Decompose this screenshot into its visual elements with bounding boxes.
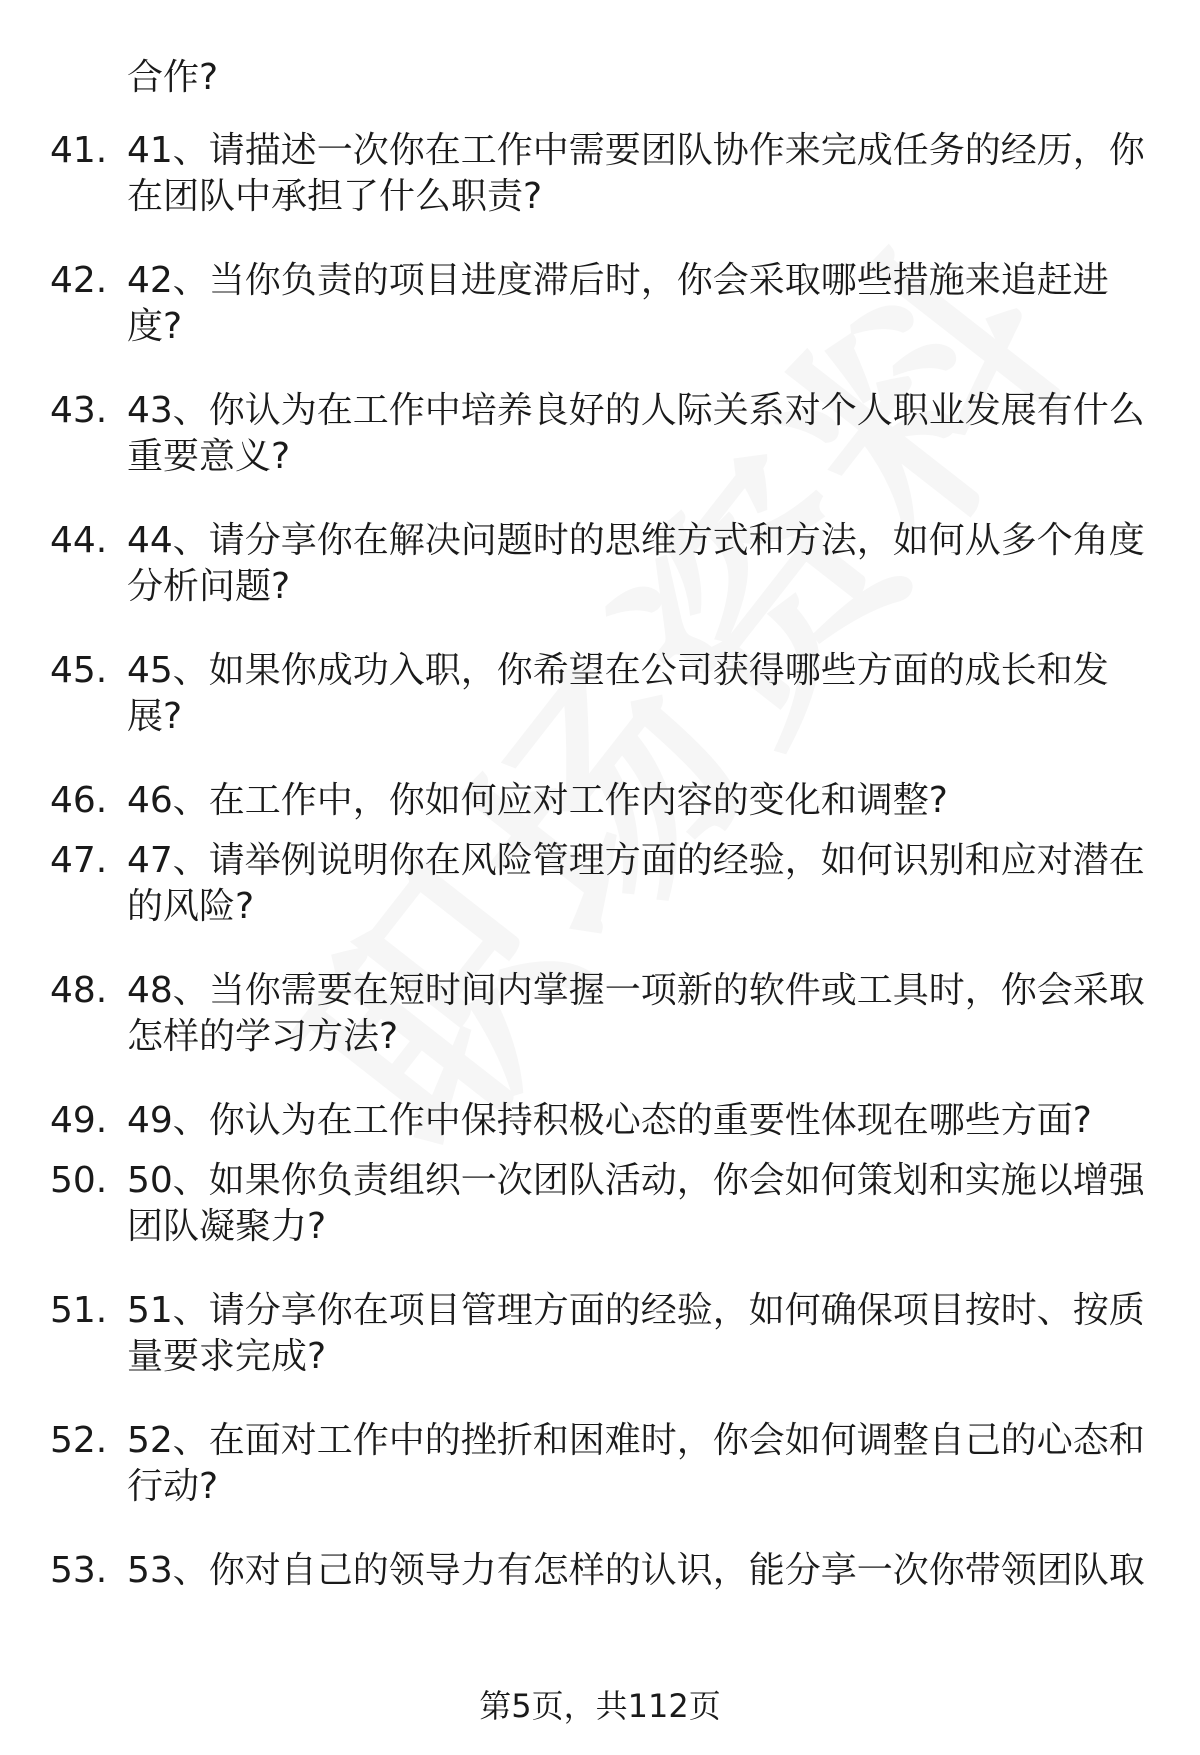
list-item-number: 46. xyxy=(50,780,108,821)
list-item-text: 46、在工作中，你如何应对工作内容的变化和调整? xyxy=(127,780,948,821)
list-item-text: 51、请分享你在项目管理方面的经验，如何确保项目按时、按质 xyxy=(127,1290,1145,1331)
page-footer: 第5页，共112页 xyxy=(479,1687,721,1725)
list-item-text: 行动? xyxy=(127,1466,219,1507)
list-item-text: 在团队中承担了什么职责? xyxy=(127,176,543,217)
list-item-number: 44. xyxy=(50,520,108,561)
list-item-text: 的风险? xyxy=(127,886,255,927)
item-text: 合作? xyxy=(127,57,219,98)
list-item-text: 43、你认为在工作中培养良好的人际关系对个人职业发展有什么 xyxy=(127,390,1145,431)
list-item-number: 49. xyxy=(50,1100,108,1141)
list-item-text: 度? xyxy=(127,306,183,347)
list-item-text: 49、你认为在工作中保持积极心态的重要性体现在哪些方面? xyxy=(127,1100,1092,1141)
list-item-text: 45、如果你成功入职，你希望在公司获得哪些方面的成长和发 xyxy=(127,650,1109,691)
list-item-text: 展? xyxy=(127,696,183,737)
list-item-number: 47. xyxy=(50,840,108,881)
list-item-number: 50. xyxy=(50,1160,108,1201)
list-item-number: 42. xyxy=(50,260,108,301)
list-item-number: 43. xyxy=(50,390,108,431)
list-item-text: 分析问题? xyxy=(127,566,291,607)
list-item-text: 47、请举例说明你在风险管理方面的经验，如何识别和应对潜在 xyxy=(127,840,1145,881)
list-item-text: 50、如果你负责组织一次团队活动，你会如何策划和实施以增强 xyxy=(127,1160,1145,1201)
list-item-text: 怎样的学习方法? xyxy=(127,1016,399,1057)
list-item-number: 45. xyxy=(50,650,108,691)
list-item-text: 团队凝聚力? xyxy=(127,1206,327,1247)
list-item-number: 51. xyxy=(50,1290,108,1331)
list-item-text: 41、请描述一次你在工作中需要团队协作来完成任务的经历，你 xyxy=(127,130,1145,171)
list-item-text: 42、当你负责的项目进度滞后时，你会采取哪些措施来追赶进 xyxy=(127,260,1109,301)
list-item-text: 53、你对自己的领导力有怎样的认识，能分享一次你带领团队取 xyxy=(127,1550,1145,1591)
list-item-text: 48、当你需要在短时间内掌握一项新的软件或工具时，你会采取 xyxy=(127,970,1145,1011)
list-item-number: 48. xyxy=(50,970,108,1011)
list-item-text: 44、请分享你在解决问题时的思维方式和方法，如何从多个角度 xyxy=(127,520,1145,561)
list-item-number: 53. xyxy=(50,1550,108,1591)
list-item-number: 41. xyxy=(50,130,108,171)
list-item-text: 52、在面对工作中的挫折和困难时，你会如何调整自己的心态和 xyxy=(127,1420,1145,1461)
list-item-number: 52. xyxy=(50,1420,108,1461)
list-item-text: 量要求完成? xyxy=(127,1336,327,1377)
list-item-text: 重要意义? xyxy=(127,436,291,477)
